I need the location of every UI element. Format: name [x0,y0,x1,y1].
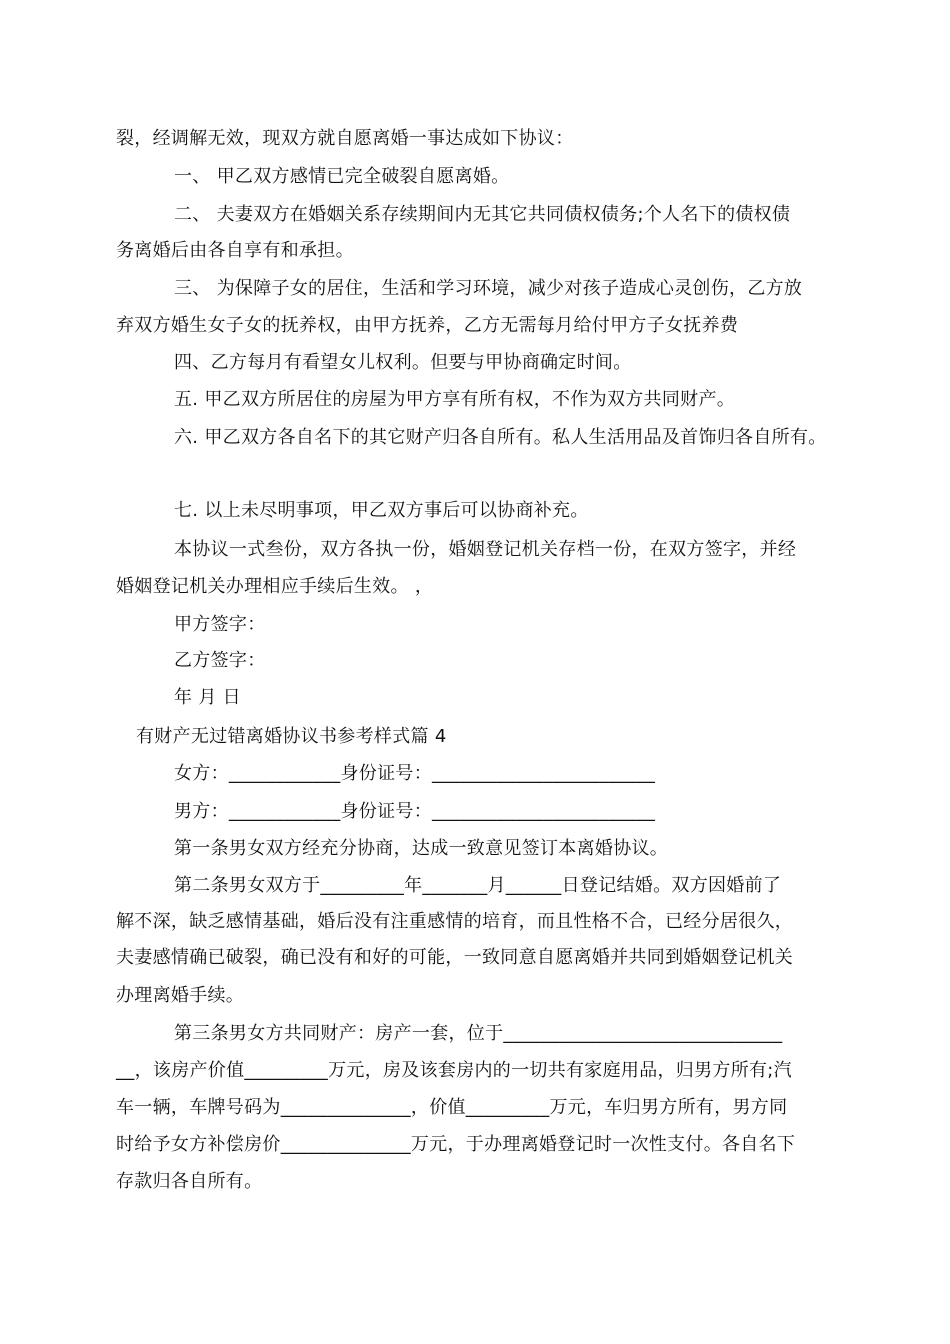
text-line: 弃双方婚生女子女的抚养权，由甲方抚养，乙方无需每月给付甲方子女抚养费 [116,315,739,336]
text-line: 夫妻感情确已破裂，确已没有和好的可能，一致同意自愿离婚并共同到婚姻登记机关 [116,947,794,968]
text-line: 务离婚后由各自享有和承担。 [116,240,354,261]
text-line: 三、 为保障子女的居住，生活和学习环境，减少对孩子造成心灵创伤，乙方放 [174,278,803,299]
text-line: 时给予女方补偿房价______________万元，于办理离婚登记时一次性支付。各自名下 [116,1134,796,1155]
signature-label: 甲方签字： [174,614,266,635]
text-line: 车一辆，车牌号码为______________，价值_________万元，车归男方所有，男方同 [116,1097,788,1118]
text-line: 存款归各自所有。 [116,1171,263,1192]
text-line: 女方：____________身份证号：________________________ [174,763,656,784]
text-line: __，该房产价值_________万元，房及该套房内的一切共有家庭用品，归男方所有;汽 [116,1060,792,1081]
text-line: 七. 以上未尽明事项，甲乙双方事后可以协商补充。 [174,500,589,521]
text-line: 五. 甲乙双方所居住的房屋为甲方享有所有权，不作为双方共同财产。 [174,389,736,410]
text-line: 一、 甲乙双方感情已完全破裂自愿离婚。 [174,166,510,187]
text-line: 第二条男女双方于_________年_______月______日登记结婚。双方因婚前了 [174,875,782,896]
signature-label: 乙方签字： [174,650,266,671]
section-title: 有财产无过错离婚协议书参考样式篇 4 [136,726,447,747]
text-line: 四、乙方每月有看望女儿权利。但要与甲协商确定时间。 [174,352,632,373]
text-line: 第三条男女方共同财产：房产一套，位于______________________________ [174,1023,783,1044]
text-line: 六. 甲乙双方各自名下的其它财产归各自所有。私人生活用品及首饰归各自所有。 [174,427,827,448]
text-line: 婚姻登记机关办理相应手续后生效。 ， [116,576,434,597]
text-line: 解不深，缺乏感情基础，婚后没有注重感情的培育，而且性格不合，已经分居很久， [116,911,794,932]
text-line: 第一条男女双方经充分协商，达成一致意见签订本离婚协议。 [174,838,669,859]
text-line: 裂，经调解无效，现双方就自愿离婚一事达成如下协议： [116,128,574,149]
text-line: 本协议一式叁份，双方各执一份，婚姻登记机关存档一份，在双方签字，并经 [174,539,797,560]
text-line: 男方：____________身份证号：________________________ [174,801,656,822]
date-label: 年 月 日 [174,687,241,708]
text-line: 办理离婚手续。 [116,985,245,1006]
text-line: 二、 夫妻双方在婚姻关系存续期间内无其它共同债权债务;个人名下的债权债 [174,204,791,225]
